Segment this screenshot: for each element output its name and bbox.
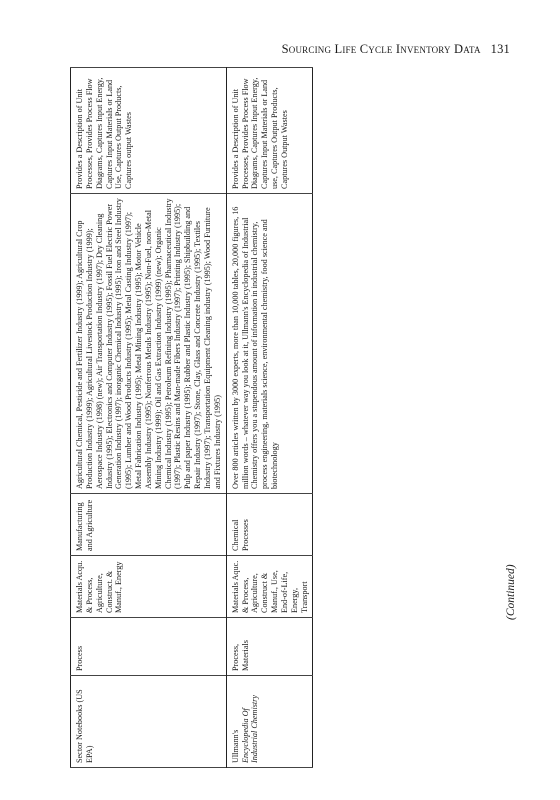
page-number: 131 — [490, 42, 510, 56]
rotated-table — [70, 68, 490, 768]
cell-provides: Provides a Description of Unit Processes, Provides Process Flow Diagrams, Captures Input Energy, Captures Input Materials or Land Use, Captures Output Products, Captures output Wastes — [71, 68, 227, 194]
table-row — [71, 68, 227, 768]
cell-sector: Chemical Processes — [226, 494, 313, 556]
cell-source — [226, 676, 313, 768]
cell-scope: Materials Acqu. & Process, Agriculture, Construct. & Manuf., Energy — [71, 556, 227, 618]
table-row — [226, 68, 313, 768]
cell-scope: Materials Aquc. & Process, Agriculture, Construct & Manuf., Use, End-of-Life, Energy, Transport — [226, 556, 313, 618]
cell-provides: Provides a Description of Unit Processes, Provides Process Flow Diagrams, Captures Input Energy, Captures Input Materials or Land use, Captures Output Products, Captures Output Wastes — [226, 68, 313, 194]
running-header-title: Sourcing Life Cycle Inventory Data — [281, 42, 481, 56]
inventory-data-table — [70, 67, 313, 768]
cell-type: Process, Materials — [226, 618, 313, 676]
cell-source: Sector Notebooks (US EPA) — [71, 676, 227, 768]
cell-description: Agricultural Chemical, Pesticide and Fertilizer Industry (1999); Agricultural Crop Production Industry (1999); Agricultural Livestock Production Industry (1999); Aerospace Industry (1998) (new); Air Transportation Industry (1997); Dry Cleaning Industry (1995); Electronics and Computer Industry (1995); Fossil Fuel Electric Power Generation Industry (1997); inorganic Chemical Industry (1995); Iron and Steel Industry (1995); Lumber and Wood Products Industry (1995); Metal Casting Industry (1997); Metal Fabrication Industry (1995); Metal Mining Industry (1995); Motor Vehicle Assembly Industry (1995); Nonferrous Metals Industry (1995); Non-Fuel, non-Metal Mining Industry (1999); Oil and Gas Extraction Industry (1999) (new); Organic Chemical Industry (1995); Petroleum Refining Industry (1995); Pharmaceutical Industry (1997); Plastic Resins and Man-made Fibers Industry (1997); Printing Industry (1995); Pulp and paper Industry (1995); Rubber and Plastic Industry (1995); Shipbuilding and Repair Industry (1997); Stone, Clay, Glass and Concrete Industry (1995); Textiles Industry (1997); Transportation Equipment Cleaning industry (1995); Wood Furniture and Fixtures Industry (1995) — [71, 194, 227, 494]
cell-sector: Manufacturing and Agriculture — [71, 494, 227, 556]
rotated-table-wrapper — [70, 68, 490, 768]
cell-description: Over 800 articles written by 3000 experts, more than 10,000 tables, 20,000 figures, 16 million words – whatever way you look at it, Ullmann's Encyclopedia of Industrial Chemistry offers you a stupendous amount of information in industrial chemistry, process engineering, materials science, environmental chemistry, food science and biotechnology — [226, 194, 313, 494]
source-title: Encyclopedia Of Industrial Chemistry — [240, 694, 260, 763]
cell-type: Process — [71, 618, 227, 676]
continued-label: (Continued) — [505, 564, 517, 620]
source-name: Ullmann's — [230, 729, 240, 763]
running-header — [0, 42, 510, 57]
